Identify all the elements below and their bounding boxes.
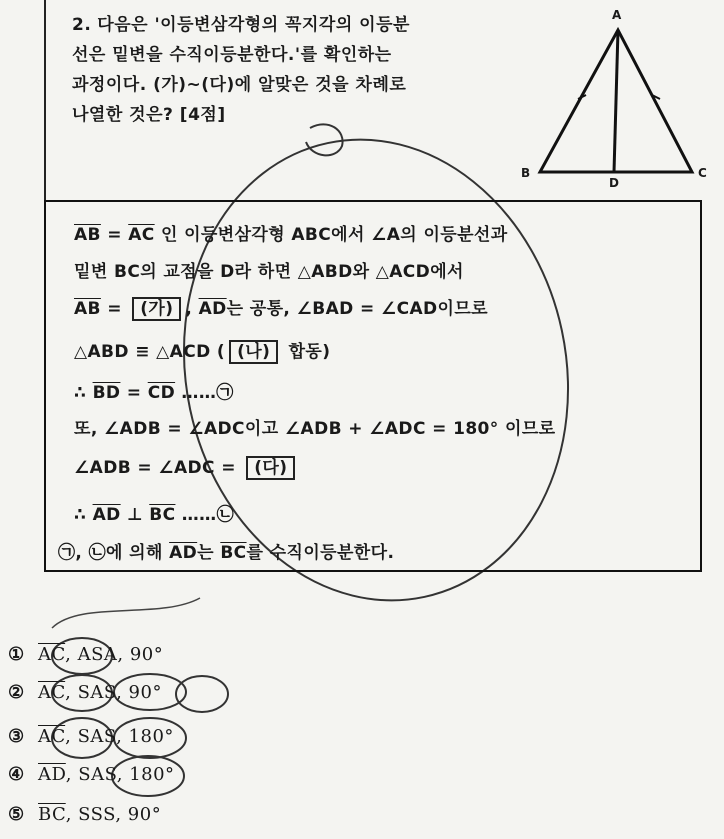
choice-number: ① <box>8 644 25 665</box>
choice-3[interactable]: ③ $\overline{AC}$, SAS, 180° <box>8 726 174 747</box>
question-number: 2. <box>72 15 92 35</box>
label-b: B <box>521 166 531 180</box>
tick-mark-ac <box>652 95 660 99</box>
blank-na: (나) <box>229 340 278 364</box>
proof-line-9: ㉠, ㉡에 의해 $\overline{AD}$는 $\overline{BC}$를 수직이등분한다. <box>58 543 395 563</box>
proof-line-2: 밑변 BC의 교점을 D라 하면 △ABD와 △ACD에서 <box>74 262 464 282</box>
proof-line-3: $\overline{AB}$ = (가) , $\overline{AD}$는 공통, ∠BAD = ∠CAD이므로 <box>74 299 488 319</box>
proof-line-1: $\overline{AB} = \overline{AC}$ 인 이등변삼각형 ABC에서 ∠A의 이등분선과 <box>74 225 508 245</box>
choice-5[interactable]: ⑤ $\overline{BC}$, SSS, 90° <box>8 804 162 825</box>
label-a: A <box>612 8 622 22</box>
question-line-2: 선은 밑변을 수직이등분한다.'를 확인하는 <box>72 45 392 65</box>
page-left-border <box>44 0 46 210</box>
proof-line-4: △ABD ≡ △ACD ( (나) 합동) <box>74 342 331 362</box>
mark-choice-2-90 <box>176 676 228 712</box>
proof-line-7: ∠ADB = ∠ADC = (다) <box>74 456 299 480</box>
question-text <box>72 10 542 130</box>
question-line-3: 과정이다. (가)~(다)에 알맞은 것을 차례로 <box>72 75 407 95</box>
blank-ga: (가) <box>132 297 181 321</box>
label-d: D <box>609 176 619 190</box>
blank-da: (다) <box>246 456 295 480</box>
choice-1[interactable]: ① $\overline{AC}$, ASA, 90° <box>8 644 164 665</box>
proof-line-6: 또, ∠ADB = ∠ADC이고 ∠ADB + ∠ADC = 180° 이므로 <box>74 419 556 439</box>
bisector-ad <box>614 30 618 172</box>
choice-number: ④ <box>8 764 25 785</box>
choice-number: ⑤ <box>8 804 25 825</box>
pen-stroke <box>52 598 200 628</box>
choice-2[interactable]: ② $\overline{AC}$, SAS, 90° <box>8 682 162 703</box>
proof-line-8: ∴ $\overline{AD}$ ⊥ $\overline{BC}$ ……㉡ <box>74 505 234 525</box>
choice-number: ③ <box>8 726 25 747</box>
question-line-4: 나열한 것은? [4점] <box>72 105 226 125</box>
question-line-1: 2. 다음은 '이등변삼각형의 꼭지각의 이등분 <box>72 15 410 35</box>
proof-line-5: ∴ $\overline{BD} = \overline{CD}$ ……㉠ <box>74 383 234 403</box>
label-c: C <box>698 166 707 180</box>
choice-4[interactable]: ④ $\overline{AD}$, SAS, 180° <box>8 764 175 785</box>
triangle-abc <box>540 30 692 172</box>
choice-number: ② <box>8 682 25 703</box>
tick-mark-ab <box>578 95 586 99</box>
